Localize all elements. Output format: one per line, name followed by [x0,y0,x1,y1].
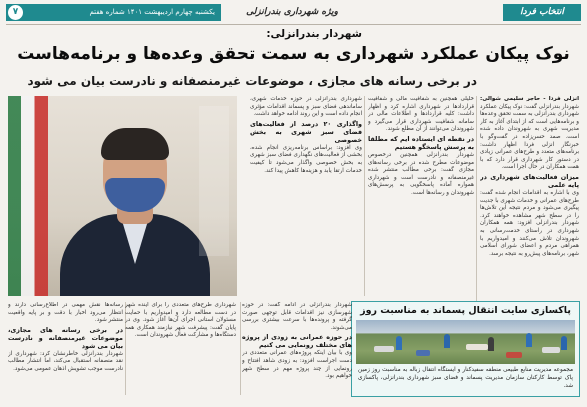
column-text: شهردار بندرانزلی همچنین درخصوص موضوعات مطرح شده در برخی رسانه‌های مجازی گفت: برخی مطالب منتشر شده غیرمنصفانه و نادرست است و شهرداری همواره آماده پاسخگویی به پرسش‌های شهروندان و رسانه‌ها است. [368,151,474,196]
column-text: وی با اشاره به اقدامات انجام شده گفت: طرح‌های عمرانی و خدمات شهری با جدیت پیگیری می‌شود و مردم نتیجه این تلاش‌ها را در سطح شهر مشاهده خواهند کرد. شهردار بندرانزلی افزود: همه همکاران شهرداری در راستای خدمت‌رسانی به شهروندان تلاش می‌کنند و امیدواریم با همراهی مردم و اعضای شورای اسلامی شهر، برنامه‌های پیش‌رو به نتیجه برسد. [480,189,579,257]
column-divider [364,96,365,296]
article-headline: نوک پیکان عملکرد شهرداری به سمت تحقق وعده‌ها و برنامه‌هاست [17,44,570,64]
mayor-portrait-photo [8,96,237,296]
column-subheading: در نقطه ای ایستاده ایم که مطلقا به پرسش پاسخگو هستیم [368,134,474,151]
column-subheading: واگذاری ۲۰ درصد از فعالیت‌های فضای سبز شهری به بخش خصوصی [250,119,362,144]
article-column-6 [8,302,123,395]
column-subheading: در حوزه عمرانی به زودی از پروژه های مختلف رونمایی می کنیم [242,333,352,350]
column-subheading: میزان فعالیت‌های شهرداری در پایه علمی [480,172,579,189]
column-subheading: در برخی رسانه های مجازی، موضوعات غیرمنصفانه و نادرست بیان می شود [8,325,123,350]
column-text: وی در پایان گفت: پیشرفت شهر نیازمند همکاری همه دستگاه‌ها و مشارکت فعال شهروندان است. [125,317,236,339]
column-divider [240,302,241,395]
column-text: شهردار بندرانزلی گفت: نوک پیکان عملکرد شهرداری بندرانزلی به سمت تحقق وعده‌ها و برنامه‌هایی است که از ابتدای آغاز به کار مدیریت شهری به شهروندان داده شده است. صمد حسن‌زاده در گفت‌وگو با خبرنگار انزلی فردا اظهار داشت: برنامه‌های متعدد و طرح‌های عمرانی زیادی در دستور کار شهرداری قرار دارد که با همت همکاران در حال اجرا است. [480,103,579,171]
cleanup-photo [356,320,575,364]
article-column-2 [368,96,474,292]
boxed-story-title: پاکسازی سایت انتقال پسماند به مناسبت روز [360,305,571,316]
column-text: خلیلی همچنین به شفافیت مالی و شفافیت قراردادها در شهرداری اشاره کرد و اظهار داشت: کلیه قراردادها و اطلاعات مالی در سامانه شفافیت شهرداری قرار می‌گیرد و شهروندان می‌توانند از آن مطلع شوند. [368,96,474,133]
article-column-5 [125,302,236,395]
dateline: یکشنبه چهارم اردیبهشت ۱۴۰۱ شماره هفتم [6,4,221,21]
article-column-3 [250,96,362,292]
column-text: شهرداری طرح‌های متعددی را برای آینده شهر در دست مطالعه دارد و امیدواریم با حمایت مسئولان استانی اجرای آن‌ها آغاز شود. [125,302,236,324]
flag-image [8,96,48,296]
byline: انزلی فردا - حاجر سلیمی شوالی: [480,96,579,102]
column-text: وی افزود: براساس برنامه‌ریزی انجام شده، بخشی از فعالیت‌های نگهداری فضای سبز شهری به بخش خصوصی واگذار می‌شود تا کیفیت خدمات ارتقا یابد و هزینه‌ها کاهش پیدا کند. [250,144,362,174]
article-kicker: شهردار بندرانزلی: [266,28,362,40]
page-header [6,4,581,21]
section-name: ویژه شهرداری بندرانزلی [246,7,338,17]
article-column-4 [242,302,352,395]
column-text: رسانه‌ها نقش مهمی در اطلاع‌رسانی دارند و انتظار می‌رود اخبار با دقت و بر پایه واقعیت منتشر شود. [8,302,123,324]
boxed-story [351,301,580,397]
column-text: شهردار بندرانزلی خاطرنشان کرد: شهرداری از نقد منصفانه استقبال می‌کند، اما انتشار مطالب نادرست موجب تشویش اذهان عمومی می‌شود. [8,350,123,372]
column-text: وی با بیان اینکه پروژه‌های عمرانی متعددی در دست اجراست افزود: به زودی شاهد افتتاح و رونمایی از چند پروژه مهم در سطح شهر خواهیم بود. [242,350,352,380]
brand-logo: انتخاب فردا [503,4,581,21]
column-text: شهرداری بندرانزلی در حوزه خدمات شهری، ساماندهی فضای سبز و پسماند اقدامات مؤثری انجام داده است و این روند ادامه خواهد داشت. [250,96,362,118]
boxed-story-text: مجموعه مدیریت منابع طبیعی منطقه سفیدکنار و ایستگاه انتقال زباله به مناسبت روز زمین پاک توسط کارکنان سازمان مدیریت پسماند و فضای سبز شهرداری بندرانزلی، پاکسازی شد. [358,367,573,389]
article-subhead: در برخی رسانه های مجازی ، موضوعات غیرمنصفانه و نادرست بیان می شود [27,74,477,88]
column-text: شهردار بندرانزلی در ادامه گفت: در حوزه شهرسازی نیز اقدامات قابل توجهی صورت گرفته و پرونده‌ها با سرعت بیشتری بررسی می‌شوند. [242,302,352,331]
header-divider [6,24,581,25]
page-number: ۷ [8,5,23,20]
